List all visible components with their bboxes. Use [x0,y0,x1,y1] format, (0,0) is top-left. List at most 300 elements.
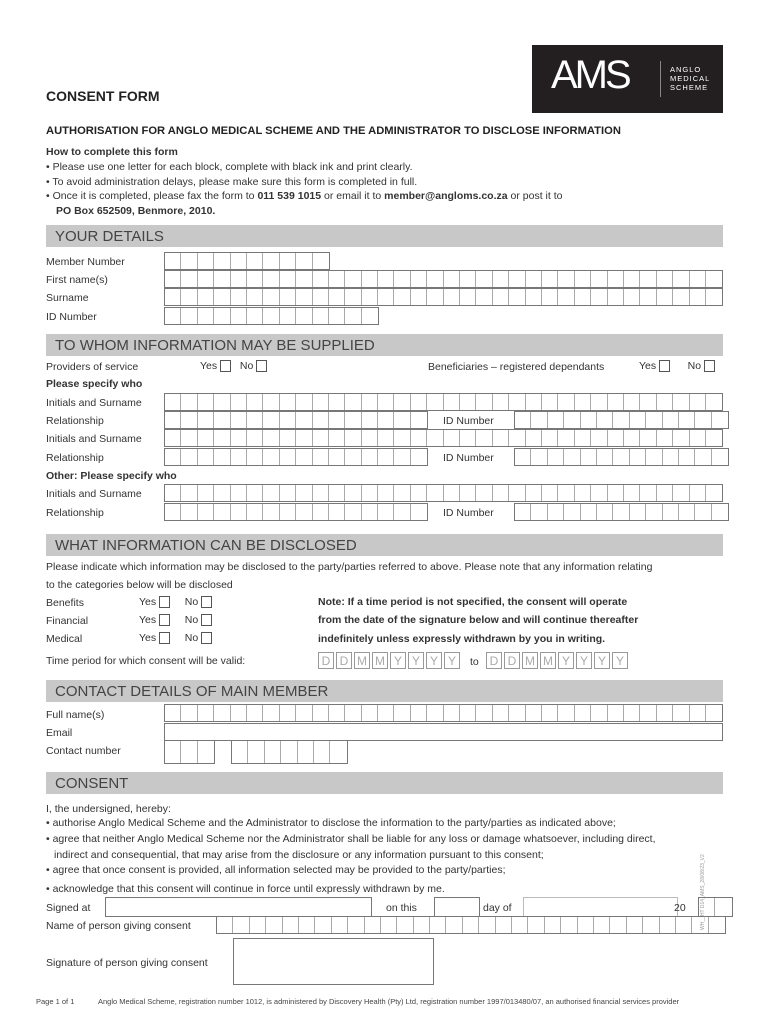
character-cell[interactable] [280,394,296,410]
character-cell[interactable] [610,917,626,933]
character-cell[interactable] [280,271,296,287]
character-cell[interactable] [214,412,230,428]
character-cell[interactable] [378,271,394,287]
character-cell[interactable] [281,741,297,763]
character-cell[interactable] [165,394,181,410]
category-yes-checkbox[interactable] [159,632,170,644]
character-cell[interactable] [411,705,427,721]
character-cell[interactable] [313,449,329,465]
character-cell[interactable] [444,394,460,410]
character-cell[interactable] [247,308,263,324]
character-cell[interactable] [561,917,577,933]
character-cell[interactable] [280,308,296,324]
character-cell[interactable] [531,449,547,465]
character-cell[interactable] [232,741,248,763]
character-cell[interactable] [165,253,181,269]
character-cell[interactable] [581,412,597,428]
character-cell[interactable] [362,705,378,721]
character-cell[interactable] [526,289,542,305]
character-cell[interactable] [214,253,230,269]
character-cell[interactable] [165,430,181,446]
providers-yes-checkbox[interactable] [220,360,231,372]
character-cell[interactable] [231,271,247,287]
character-cell[interactable] [608,271,624,287]
character-cell[interactable] [493,485,509,501]
character-cell[interactable] [493,394,509,410]
character-cell[interactable] [296,705,312,721]
relationship-2-input[interactable] [164,448,428,466]
character-cell[interactable] [330,741,346,763]
character-cell[interactable] [329,705,345,721]
initials-surname-1-input[interactable] [164,393,723,411]
character-cell[interactable] [613,504,629,520]
email-link[interactable]: member@angloms.co.za [384,190,508,202]
character-cell[interactable] [624,430,640,446]
character-cell[interactable] [712,412,728,428]
character-cell[interactable] [673,271,689,287]
character-cell[interactable] [646,504,662,520]
character-cell[interactable] [706,430,722,446]
character-cell[interactable] [591,430,607,446]
character-cell[interactable] [280,289,296,305]
character-cell[interactable] [397,917,413,933]
category-no-checkbox[interactable] [201,596,212,608]
character-cell[interactable] [673,705,689,721]
character-cell[interactable] [181,289,197,305]
character-cell[interactable] [231,485,247,501]
character-cell[interactable] [558,430,574,446]
character-cell[interactable] [296,289,312,305]
character-cell[interactable] [679,412,695,428]
character-cell[interactable] [411,289,427,305]
character-cell[interactable] [329,430,345,446]
character-cell[interactable] [181,412,197,428]
character-cell[interactable] [381,917,397,933]
character-cell[interactable] [313,253,329,269]
beneficiaries-yes-checkbox[interactable] [659,360,670,372]
character-cell[interactable] [545,917,561,933]
period-to-date-input[interactable] [486,652,630,669]
character-cell[interactable] [265,741,281,763]
character-cell[interactable] [558,705,574,721]
character-cell[interactable] [627,917,643,933]
character-cell[interactable] [493,271,509,287]
character-cell[interactable] [181,308,197,324]
date-cell[interactable]: D [336,652,352,669]
character-cell[interactable] [280,705,296,721]
character-cell[interactable] [394,504,410,520]
character-cell[interactable] [515,504,531,520]
character-cell[interactable] [394,289,410,305]
character-cell[interactable] [345,394,361,410]
character-cell[interactable] [378,504,394,520]
character-cell[interactable] [526,705,542,721]
signature-box[interactable] [233,938,434,985]
character-cell[interactable] [313,271,329,287]
character-cell[interactable] [690,289,706,305]
character-cell[interactable] [296,485,312,501]
character-cell[interactable] [444,705,460,721]
character-cell[interactable] [624,705,640,721]
character-cell[interactable] [673,394,689,410]
character-cell[interactable] [630,412,646,428]
character-cell[interactable] [280,430,296,446]
category-no-checkbox[interactable] [201,614,212,626]
character-cell[interactable] [263,308,279,324]
signed-at-input[interactable] [105,897,372,917]
character-cell[interactable] [591,485,607,501]
character-cell[interactable] [198,253,214,269]
character-cell[interactable] [345,412,361,428]
character-cell[interactable] [394,705,410,721]
character-cell[interactable] [263,705,279,721]
consent-name-input[interactable] [216,916,726,934]
character-cell[interactable] [695,504,711,520]
character-cell[interactable] [712,504,728,520]
character-cell[interactable] [695,412,711,428]
character-cell[interactable] [673,485,689,501]
character-cell[interactable] [578,917,594,933]
character-cell[interactable] [712,449,728,465]
character-cell[interactable] [531,504,547,520]
character-cell[interactable] [231,412,247,428]
character-cell[interactable] [296,253,312,269]
date-cell[interactable]: M [354,652,370,669]
character-cell[interactable] [558,271,574,287]
relationship-1-input[interactable] [164,411,428,429]
character-cell[interactable] [575,289,591,305]
character-cell[interactable] [247,449,263,465]
contact-number-input[interactable] [231,740,348,764]
character-cell[interactable] [509,271,525,287]
character-cell[interactable] [362,430,378,446]
character-cell[interactable] [329,289,345,305]
character-cell[interactable] [526,485,542,501]
character-cell[interactable] [542,271,558,287]
character-cell[interactable] [608,485,624,501]
character-cell[interactable] [624,394,640,410]
character-cell[interactable] [690,485,706,501]
character-cell[interactable] [394,412,410,428]
character-cell[interactable] [198,504,214,520]
character-cell[interactable] [394,271,410,287]
character-cell[interactable] [676,917,692,933]
character-cell[interactable] [247,412,263,428]
character-cell[interactable] [657,485,673,501]
character-cell[interactable] [263,449,279,465]
character-cell[interactable] [581,449,597,465]
character-cell[interactable] [329,308,345,324]
character-cell[interactable] [646,449,662,465]
date-cell[interactable]: Y [558,652,574,669]
character-cell[interactable] [460,430,476,446]
character-cell[interactable] [640,485,656,501]
character-cell[interactable] [444,271,460,287]
character-cell[interactable] [411,430,427,446]
date-cell[interactable]: D [318,652,334,669]
character-cell[interactable] [313,412,329,428]
character-cell[interactable] [657,271,673,287]
date-cell[interactable]: M [522,652,538,669]
character-cell[interactable] [198,412,214,428]
character-cell[interactable] [575,485,591,501]
period-from-date-input[interactable] [318,652,462,669]
character-cell[interactable] [531,412,547,428]
character-cell[interactable] [709,917,725,933]
character-cell[interactable] [231,430,247,446]
character-cell[interactable] [715,898,731,916]
character-cell[interactable] [263,412,279,428]
character-cell[interactable] [624,289,640,305]
character-cell[interactable] [181,394,197,410]
character-cell[interactable] [476,271,492,287]
character-cell[interactable] [181,430,197,446]
character-cell[interactable] [493,705,509,721]
character-cell[interactable] [630,449,646,465]
date-cell[interactable]: Y [390,652,406,669]
character-cell[interactable] [198,430,214,446]
character-cell[interactable] [345,485,361,501]
character-cell[interactable] [706,705,722,721]
character-cell[interactable] [411,394,427,410]
day-input[interactable] [434,897,480,917]
character-cell[interactable] [542,430,558,446]
character-cell[interactable] [673,430,689,446]
character-cell[interactable] [509,705,525,721]
character-cell[interactable] [564,449,580,465]
character-cell[interactable] [591,394,607,410]
character-cell[interactable] [411,504,427,520]
character-cell[interactable] [509,430,525,446]
category-yes-checkbox[interactable] [159,596,170,608]
character-cell[interactable] [378,430,394,446]
character-cell[interactable] [345,504,361,520]
character-cell[interactable] [329,504,345,520]
character-cell[interactable] [378,485,394,501]
character-cell[interactable] [313,485,329,501]
character-cell[interactable] [329,412,345,428]
id-number-2-input[interactable] [514,448,729,466]
character-cell[interactable] [446,917,462,933]
character-cell[interactable] [542,485,558,501]
character-cell[interactable] [247,253,263,269]
providers-no-checkbox[interactable] [256,360,267,372]
character-cell[interactable] [548,412,564,428]
character-cell[interactable] [181,741,197,763]
character-cell[interactable] [394,485,410,501]
character-cell[interactable] [597,412,613,428]
character-cell[interactable] [493,430,509,446]
character-cell[interactable] [345,430,361,446]
character-cell[interactable] [181,271,197,287]
character-cell[interactable] [345,705,361,721]
character-cell[interactable] [247,271,263,287]
character-cell[interactable] [313,308,329,324]
character-cell[interactable] [608,705,624,721]
character-cell[interactable] [345,289,361,305]
date-cell[interactable]: M [372,652,388,669]
character-cell[interactable] [411,271,427,287]
character-cell[interactable] [263,253,279,269]
character-cell[interactable] [509,394,525,410]
character-cell[interactable] [263,271,279,287]
character-cell[interactable] [345,449,361,465]
character-cell[interactable] [427,430,443,446]
character-cell[interactable] [558,394,574,410]
character-cell[interactable] [515,412,531,428]
character-cell[interactable] [460,394,476,410]
character-cell[interactable] [296,449,312,465]
character-cell[interactable] [198,289,214,305]
character-cell[interactable] [460,485,476,501]
character-cell[interactable] [362,412,378,428]
character-cell[interactable] [345,308,361,324]
character-cell[interactable] [198,271,214,287]
character-cell[interactable] [313,430,329,446]
character-cell[interactable] [640,430,656,446]
character-cell[interactable] [509,485,525,501]
character-cell[interactable] [263,485,279,501]
character-cell[interactable] [181,253,197,269]
character-cell[interactable] [231,289,247,305]
character-cell[interactable] [690,430,706,446]
character-cell[interactable] [181,705,197,721]
character-cell[interactable] [214,485,230,501]
character-cell[interactable] [231,253,247,269]
id-number-1-input[interactable] [514,411,729,429]
character-cell[interactable] [362,271,378,287]
character-cell[interactable] [165,705,181,721]
other-relationship-input[interactable] [164,503,428,521]
character-cell[interactable] [411,449,427,465]
character-cell[interactable] [657,394,673,410]
character-cell[interactable] [248,741,264,763]
character-cell[interactable] [231,308,247,324]
character-cell[interactable] [250,917,266,933]
character-cell[interactable] [378,449,394,465]
character-cell[interactable] [427,289,443,305]
character-cell[interactable] [679,504,695,520]
character-cell[interactable] [231,705,247,721]
character-cell[interactable] [362,394,378,410]
character-cell[interactable] [263,289,279,305]
character-cell[interactable] [296,271,312,287]
character-cell[interactable] [597,449,613,465]
character-cell[interactable] [165,289,181,305]
character-cell[interactable] [640,394,656,410]
character-cell[interactable] [528,917,544,933]
character-cell[interactable] [624,271,640,287]
surname-input[interactable] [164,288,723,306]
date-cell[interactable]: Y [444,652,460,669]
character-cell[interactable] [362,485,378,501]
character-cell[interactable] [378,394,394,410]
character-cell[interactable] [313,705,329,721]
character-cell[interactable] [575,394,591,410]
character-cell[interactable] [165,485,181,501]
character-cell[interactable] [214,705,230,721]
character-cell[interactable] [181,449,197,465]
character-cell[interactable] [608,394,624,410]
date-cell[interactable]: Y [612,652,628,669]
character-cell[interactable] [427,271,443,287]
character-cell[interactable] [345,271,361,287]
character-cell[interactable] [315,917,331,933]
character-cell[interactable] [575,430,591,446]
character-cell[interactable] [476,289,492,305]
character-cell[interactable] [526,394,542,410]
character-cell[interactable] [296,308,312,324]
date-cell[interactable]: Y [408,652,424,669]
character-cell[interactable] [198,449,214,465]
date-cell[interactable]: Y [426,652,442,669]
character-cell[interactable] [296,394,312,410]
character-cell[interactable] [690,394,706,410]
character-cell[interactable] [231,504,247,520]
character-cell[interactable] [476,705,492,721]
character-cell[interactable] [630,504,646,520]
character-cell[interactable] [263,394,279,410]
date-cell[interactable]: M [540,652,556,669]
character-cell[interactable] [663,449,679,465]
character-cell[interactable] [594,917,610,933]
character-cell[interactable] [214,449,230,465]
character-cell[interactable] [362,449,378,465]
character-cell[interactable] [427,394,443,410]
character-cell[interactable] [430,917,446,933]
category-no-checkbox[interactable] [201,632,212,644]
character-cell[interactable] [476,394,492,410]
character-cell[interactable] [646,412,662,428]
character-cell[interactable] [690,271,706,287]
character-cell[interactable] [575,705,591,721]
date-cell[interactable]: D [504,652,520,669]
character-cell[interactable] [378,289,394,305]
character-cell[interactable] [581,504,597,520]
character-cell[interactable] [679,449,695,465]
character-cell[interactable] [460,705,476,721]
character-cell[interactable] [444,485,460,501]
character-cell[interactable] [378,705,394,721]
character-cell[interactable] [263,504,279,520]
character-cell[interactable] [476,485,492,501]
character-cell[interactable] [411,412,427,428]
category-yes-checkbox[interactable] [159,614,170,626]
character-cell[interactable] [624,485,640,501]
character-cell[interactable] [165,412,181,428]
character-cell[interactable] [313,504,329,520]
other-initials-surname-input[interactable] [164,484,723,502]
character-cell[interactable] [613,412,629,428]
character-cell[interactable] [280,412,296,428]
character-cell[interactable] [690,705,706,721]
character-cell[interactable] [496,917,512,933]
character-cell[interactable] [591,705,607,721]
full-names-input[interactable] [164,704,723,722]
character-cell[interactable] [348,917,364,933]
character-cell[interactable] [280,485,296,501]
character-cell[interactable] [378,412,394,428]
character-cell[interactable] [280,449,296,465]
character-cell[interactable] [427,705,443,721]
email-input[interactable] [164,723,723,741]
character-cell[interactable] [548,449,564,465]
character-cell[interactable] [640,271,656,287]
character-cell[interactable] [362,308,378,324]
character-cell[interactable] [329,449,345,465]
character-cell[interactable] [657,705,673,721]
character-cell[interactable] [564,412,580,428]
